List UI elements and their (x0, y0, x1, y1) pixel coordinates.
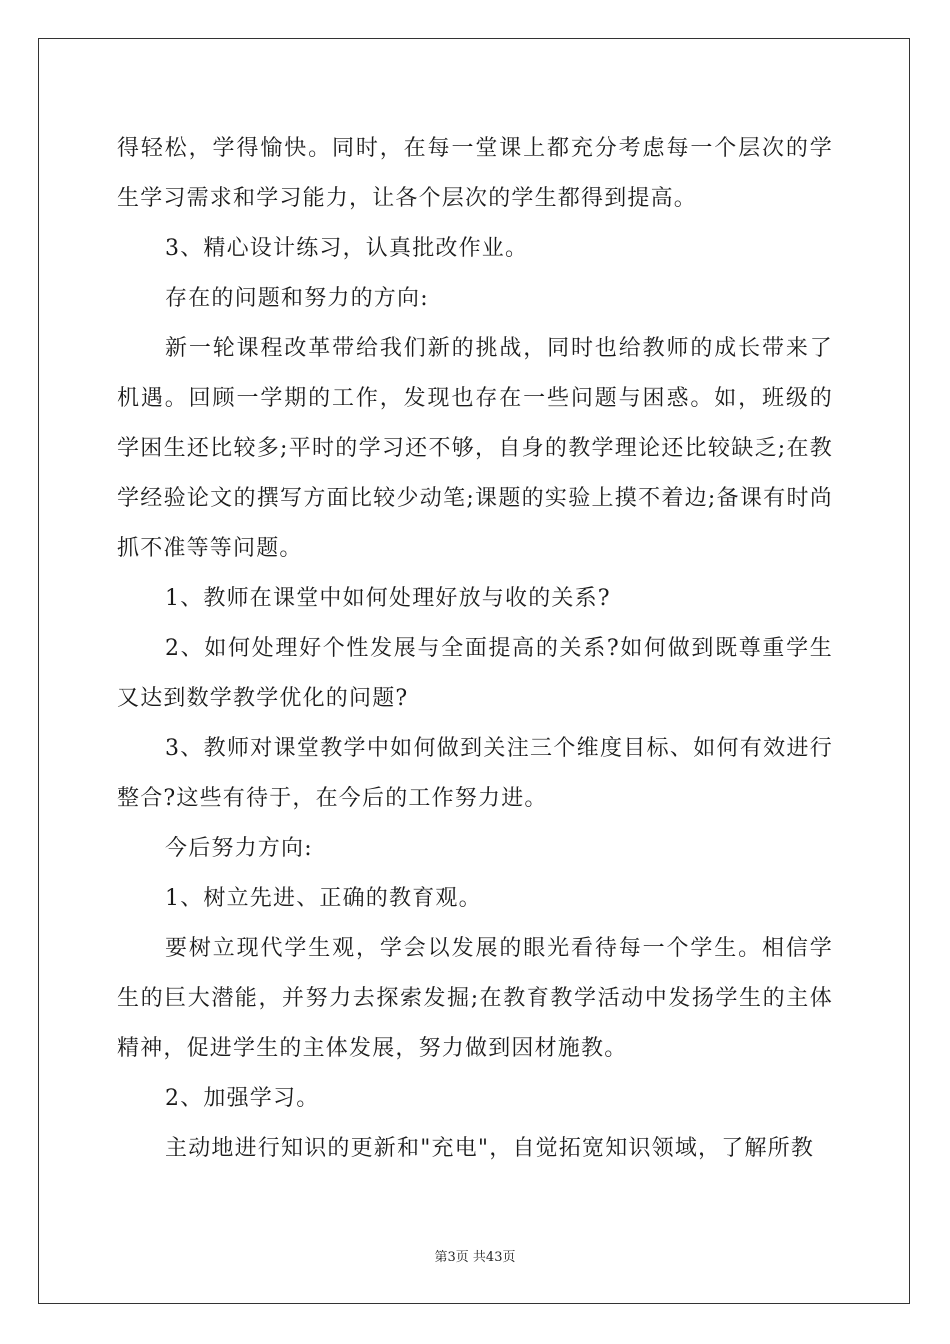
paragraph: 1、树立先进、正确的教育观。 (165, 886, 482, 911)
document-body (117, 124, 833, 1174)
paragraph: 2、如何处理好个性发展与全面提高的关系?如何做到既尊重学生又达到数学教学优化的问题? (117, 636, 833, 711)
paragraph: 新一轮课程改革带给我们新的挑战，同时也给教师的成长带来了机遇。回顾一学期的工作，发现也存在一些问题与困惑。如，班级的学困生还比较多;平时的学习还不够，自身的教学理论还比较缺乏;在教学经验论文的撰写方面比较少动笔;课题的实验上摸不着边;备课有时尚抓不准等等问题。 (117, 336, 833, 561)
paragraph: 1、教师在课堂中如何处理好放与收的关系? (165, 586, 611, 611)
paragraph: 得轻松，学得愉快。同时，在每一堂课上都充分考虑每一个层次的学生学习需求和学习能力，让各个层次的学生都得到提高。 (117, 136, 833, 211)
paragraph: 今后努力方向: (165, 836, 313, 861)
paragraph: 存在的问题和努力的方向: (165, 286, 429, 311)
paragraph: 3、教师对课堂教学中如何做到关注三个维度目标、如何有效进行整合?这些有待于，在今后的工作努力进。 (117, 736, 833, 811)
paragraph: 主动地进行知识的更新和"充电"，自觉拓宽知识领域，了解所教 (165, 1136, 815, 1161)
paragraph: 要树立现代学生观，学会以发展的眼光看待每一个学生。相信学生的巨大潜能，并努力去探索发掘;在教育教学活动中发扬学生的主体精神，促进学生的主体发展，努力做到因材施教。 (117, 936, 833, 1061)
paragraph: 2、加强学习。 (165, 1086, 320, 1111)
paragraph: 3、精心设计练习，认真批改作业。 (165, 236, 529, 261)
page-footer: 第3页 共43页 (434, 1250, 516, 1265)
